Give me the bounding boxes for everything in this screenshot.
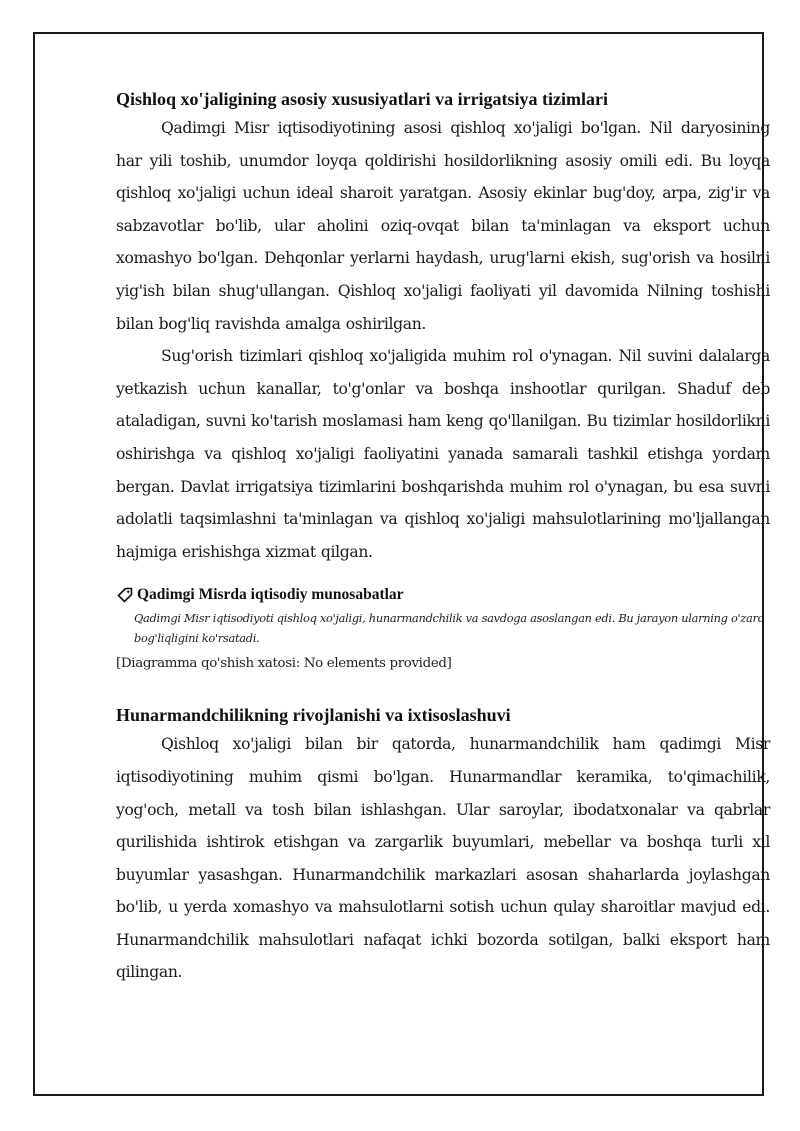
section-heading-crafts: Hunarmandchilikning rivojlanishi va ixtisoslashuvi [116, 705, 511, 726]
diagram-title-row [116, 585, 770, 605]
diagram-title: Qadimgi Misrda iqtisodiy munosabatlar [137, 586, 404, 604]
diagram-description: Qadimgi Misr iqtisodiyoti qishloq xo'jaligi, hunarmandchilik va savdoga asoslangan edi. Bu jarayon ularning o'zaro bog'liqligini ko'rsatadi. [134, 611, 765, 646]
paragraph-agriculture-basis: Qadimgi Misr iqtisodiyotining asosi qishloq xo'jaligi bo'lgan. Nil daryosining har yili toshib, unumdor loyqa qoldirishi hosildorlikning asosiy omili edi. Bu loyqa qishloq xo'jaligi uchun ideal sharoit yaratgan. Asosiy ekinlar bug'doy, arpa, zig'ir va sabzavotlar bo'lib, ular aholini oziq-ovqat bilan ta'minlagan va eksport uchun xomashyo bo'lgan. Dehqonlar yerlarni haydash, urug'larni ekish, sug'orish va hosilni yig'ish bilan shug'ullangan. Qishloq xo'jaligi faoliyati yil davomida Nilning toshishi bilan bog'liq ravishda amalga oshirilgan. [116, 119, 770, 333]
diagram-block [116, 585, 770, 674]
paragraph-crafts-development: Qishloq xo'jaligi bilan bir qatorda, hunarmandchilik ham qadimgi Misr iqtisodiyotining muhim qismi bo'lgan. Hunarmandlar keramika, to'qimachilik, yog'och, metall va tosh bilan ishlashgan. Ular saroylar, ibodatxonalar va qabrlar qurilishida ishtirok etishgan va zargarlik buyumlari, mebellar va boshqa turli xil buyumlar yasashgan. Hunarmandchilik markazlari asosan shaharlarda joylashgan bo'lib, u yerda xomashyo va mahsulotlarni sotish uchun qulay sharoitlar mavjud edi. Hunarmandchilik mahsulotlari nafaqat ichki bozorda sotilgan, balki eksport ham qilingan. [116, 735, 770, 982]
section-heading-agriculture: Qishloq xo'jaligining asosiy xususiyatlari va irrigatsiya tizimlari [116, 89, 609, 109]
diagram-error-message: [Diagramma qo'shish xatosi: No elements provided] [116, 656, 452, 672]
tag-icon [116, 586, 134, 604]
document-body [116, 86, 770, 989]
paragraph-irrigation-systems: Sug'orish tizimlari qishloq xo'jaligida muhim rol o'ynagan. Nil suvini dalalarga yetkazish uchun kanallar, to'g'onlar va boshqa inshootlar qurilgan. Shaduf deb ataladigan, suvni ko'tarish moslamasi ham keng qo'llanilgan. Bu tizimlar hosildorlikni oshirishga va qishloq xo'jaligi faoliyatini yanada samarali tashkil etishga yordam bergan. Davlat irrigatsiya tizimlarini boshqarishda muhim rol o'ynagan, bu esa suvni adolatli taqsimlashni ta'minlagan va qishloq xo'jaligi mahsulotlarining mo'ljallangan hajmiga erishishga xizmat qilgan. [116, 347, 770, 561]
